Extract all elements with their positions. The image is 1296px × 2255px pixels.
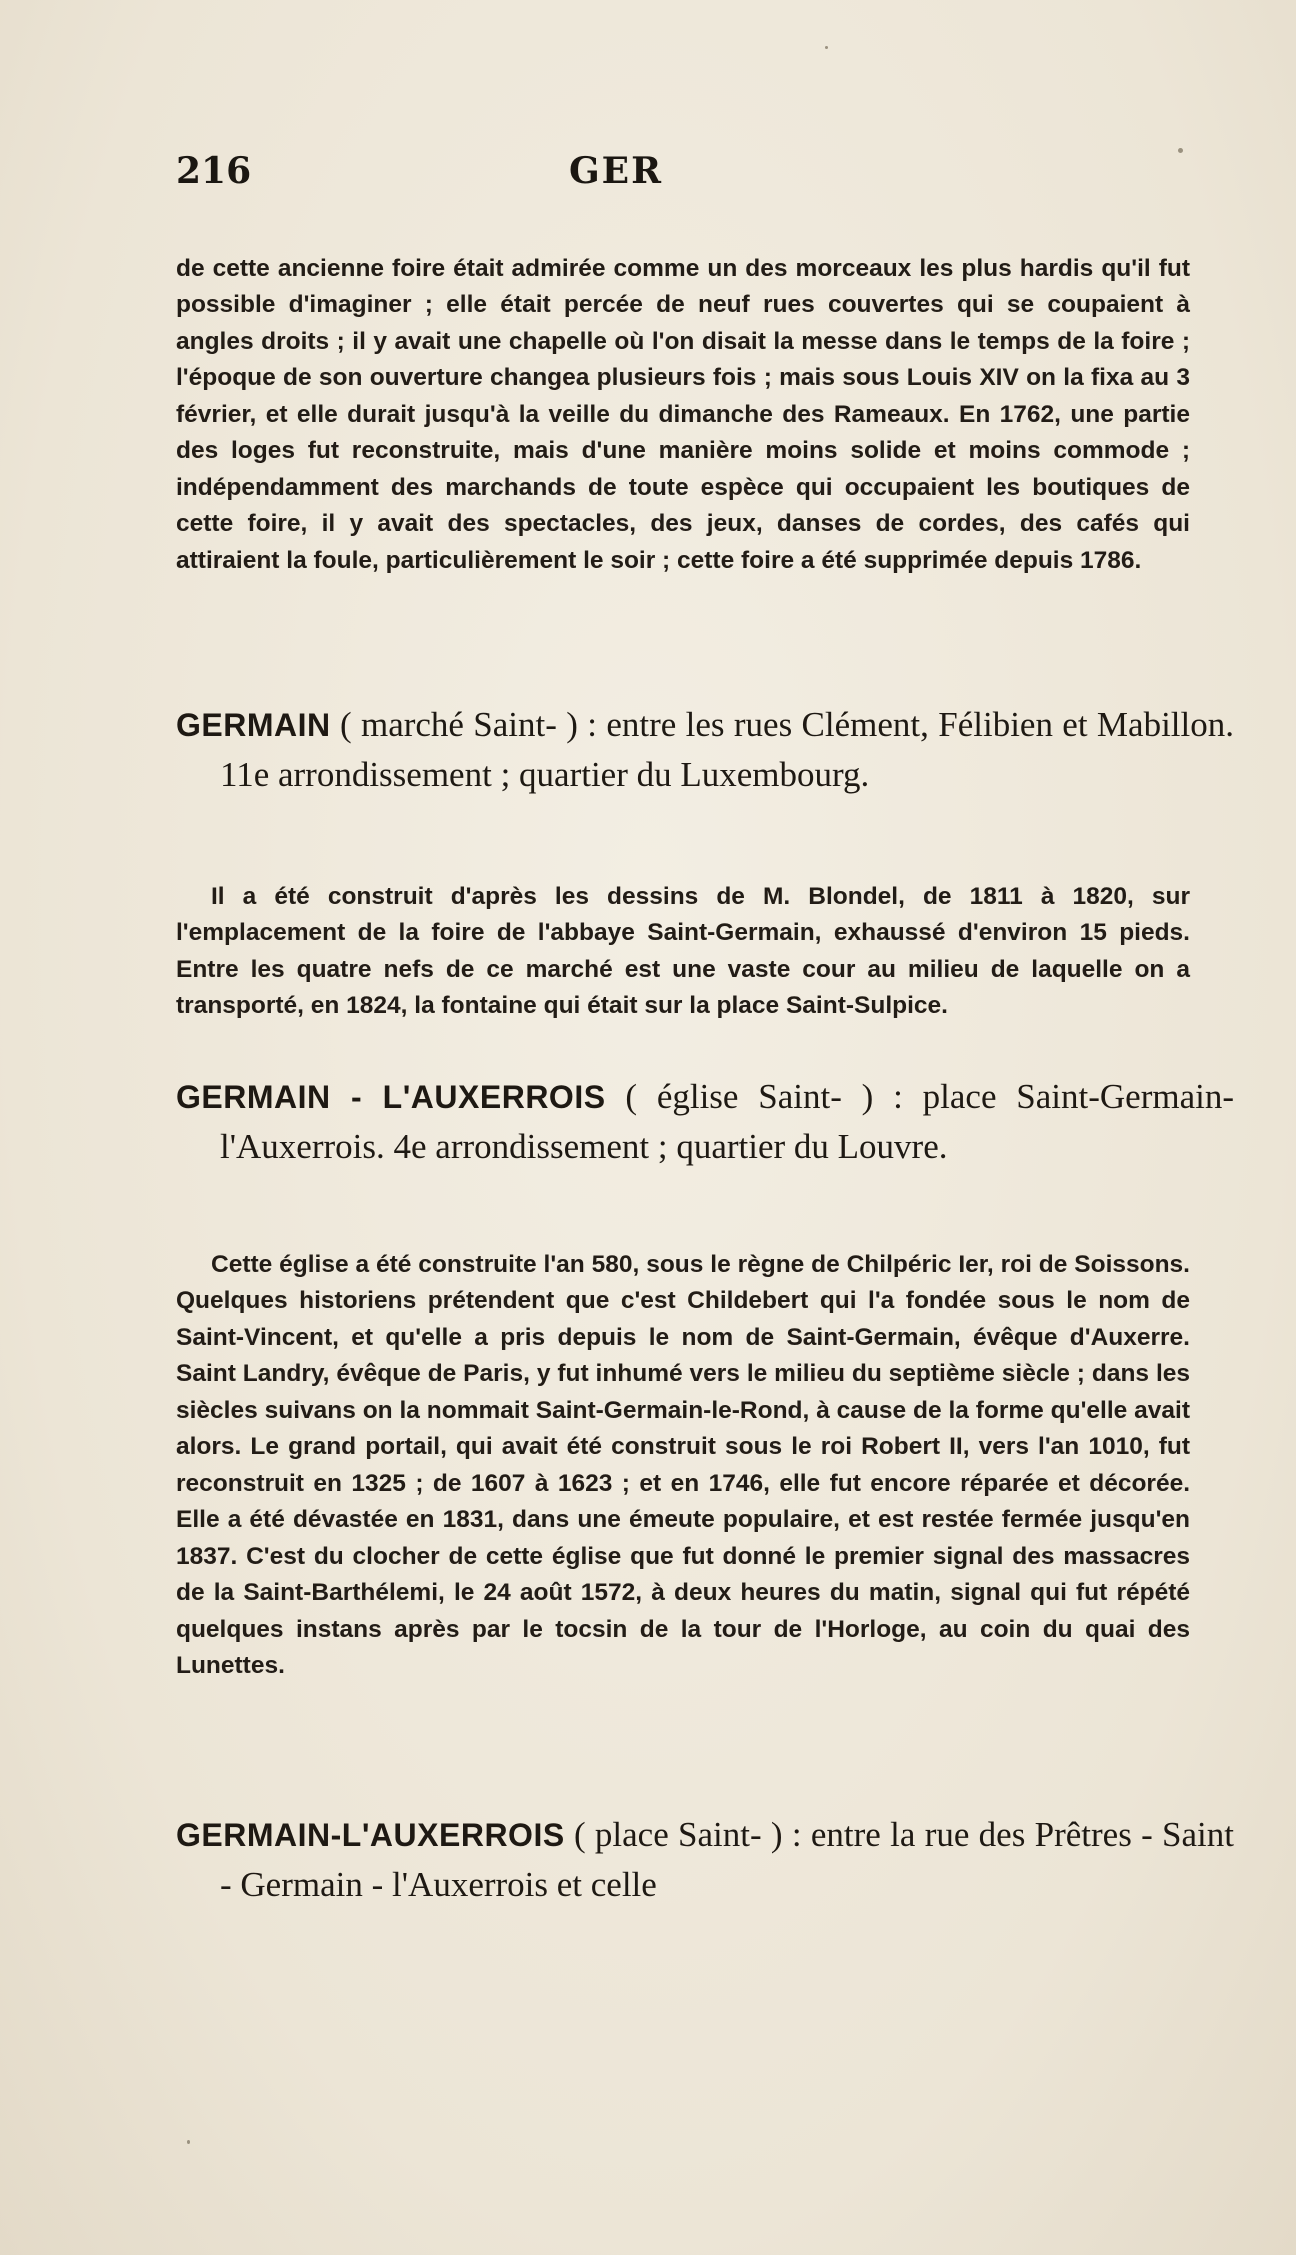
entry-location: ( place Saint- ) : entre la rue des Prêtres - Saint - Germain - l'Auxerrois et celle xyxy=(220,1815,1234,1904)
entry-marche-saint-germain xyxy=(176,700,1234,800)
entry-body: Cette église a été construite l'an 580, sous le règne de Chilpéric Ier, roi de Soissons. Quelques historiens prétendent que c'est Childebert qui l'a fondée sous le nom de Saint-Vincent, et qu'elle a pris depuis le nom de Saint-Germain, évêque d'Auxerre. Saint Landry, évêque de Paris, y fut inhumé vers le milieu du septième siècle ; dans les siècles suivans on la nommait Saint-Germain-le-Rond, à cause de la forme qu'elle avait alors. Le grand portail, qui avait été construit sous le roi Robert II, vers l'an 1010, fut reconstruit en 1325 ; de 1607 à 1623 ; et en 1746, elle fut encore réparée et décorée. Elle a été dévastée en 1831, dans une émeute populaire, et est restée fermée jusqu'en 1837. C'est du clocher de cette église que fut donné le premier signal des massacres de la Saint-Barthélemi, le 24 août 1572, à deux heures du matin, signal qui fut répété quelques instans après par le tocsin de la tour de l'Horloge, au coin du quai des Lunettes. xyxy=(176,1250,1190,1679)
page-header xyxy=(176,150,1186,210)
page-number: 216 xyxy=(176,150,252,192)
entry-headword: GERMAIN xyxy=(176,707,331,743)
entry-location: ( église Saint- ) : place Saint-Germain-l'Auxerrois. 4e arrondissement ; quartier du Louvre. xyxy=(220,1077,1235,1166)
running-head: GER xyxy=(568,150,664,192)
entry-eglise-saint-germain-l-auxerrois xyxy=(176,1072,1234,1172)
entry-location: ( marché Saint- ) : entre les rues Clément, Félibien et Mabillon. 11e arrondissement ; quartier du Luxembourg. xyxy=(220,705,1234,794)
continued-paragraph: de cette ancienne foire était admirée comme un des morceaux les plus hardis qu'il fut possible d'imaginer ; elle était percée de neuf rues couvertes qui se coupaient à angles droits ; il y avait une chapelle où l'on disait la messe dans le temps de la foire ; l'époque de son ouverture changea plusieurs fois ; mais sous Louis XIV on la fixa au 3 février, et elle durait jusqu'à la veille du dimanche des Rameaux. En 1762, une partie des loges fut reconstruite, mais d'une manière moins solide et moins commode ; indépendamment des marchands de toute espèce qui occupaient les boutiques de cette foire, il y avait des spectacles, des jeux, danses de cordes, des cafés qui attiraient la foule, particulièrement le soir ; cette foire a été supprimée depuis 1786. xyxy=(176,254,1190,574)
entry-headword: GERMAIN-L'AUXERROIS xyxy=(176,1817,565,1853)
paper-speck xyxy=(187,2140,190,2144)
entry-headword: GERMAIN - L'AUXERROIS xyxy=(176,1079,606,1115)
paper-speck xyxy=(825,46,828,49)
entry-place-saint-germain-l-auxerrois xyxy=(176,1810,1234,1910)
entry-body: Il a été construit d'après les dessins de M. Blondel, de 1811 à 1820, sur l'emplacement de la foire de l'abbaye Saint-Germain, exhaussé d'environ 15 pieds. Entre les quatre nefs de ce marché est une vaste cour au milieu de laquelle on a transporté, en 1824, la fontaine qui était sur la place Saint-Sulpice. xyxy=(176,882,1190,1019)
paper-speck xyxy=(1178,148,1183,153)
